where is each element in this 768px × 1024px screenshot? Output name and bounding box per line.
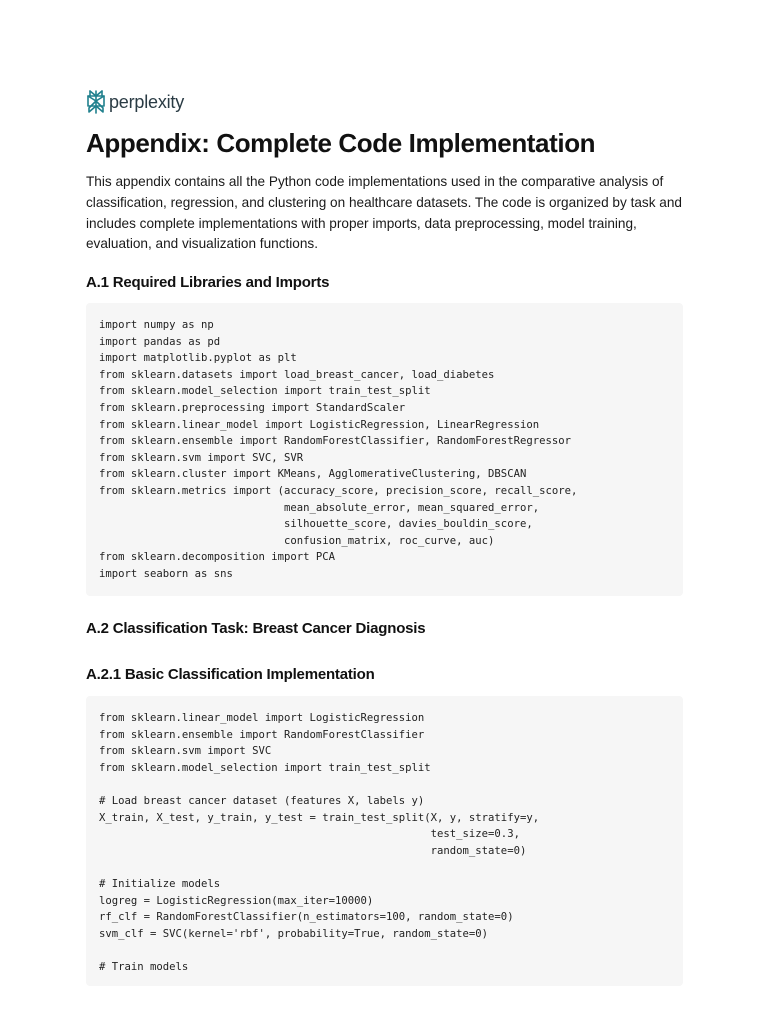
section-heading-a2: A.2 Classification Task: Breast Cancer Diagnosis xyxy=(86,620,426,637)
code-line: from sklearn.linear_model import LogisticRegression xyxy=(99,712,425,724)
code-line: import seaborn as sns xyxy=(99,567,233,580)
code-block-classification[interactable] xyxy=(86,696,683,986)
code-line xyxy=(99,776,670,793)
code-line xyxy=(99,942,670,959)
code-line: from sklearn.ensemble import RandomForestClassifier xyxy=(99,728,425,741)
code-line xyxy=(99,859,670,876)
brand-logo[interactable] xyxy=(86,90,184,114)
section-heading-a1: A.1 Required Libraries and Imports xyxy=(86,274,330,291)
code-line: from sklearn.svm import SVC, SVR xyxy=(99,451,304,464)
code-line: from sklearn.metrics import (accuracy_score, precision_score, recall_score, xyxy=(99,484,578,497)
intro-paragraph: This appendix contains all the Python code implementations used in the comparative analysis of classification, regression, and clustering on healthcare datasets. The code is organized by task and includes complete implementations with proper imports, data preprocessing, model training, evaluation, and visualization functions. xyxy=(86,174,682,252)
code-line: from sklearn.model_selection import train_test_split xyxy=(99,761,431,774)
code-line: silhouette_score, davies_bouldin_score, xyxy=(99,518,533,531)
code-line: import pandas as pd xyxy=(99,335,221,348)
code-line: from sklearn.decomposition import PCA xyxy=(99,551,335,564)
code-line: # Load breast cancer dataset (features X, labels y) xyxy=(99,794,425,807)
code-line: # Initialize models xyxy=(99,877,221,890)
code-line: rf_clf = RandomForestClassifier(n_estimators=100, random_state=0) xyxy=(99,911,514,924)
code-line: # Train models xyxy=(99,960,189,973)
code-line: from sklearn.datasets import load_breast_cancer, load_diabetes xyxy=(99,368,495,381)
brand-name: perplexity xyxy=(109,91,185,112)
code-line: from sklearn.svm import SVC xyxy=(99,745,272,758)
code-line: test_size=0.3, xyxy=(99,828,520,841)
code-line: confusion_matrix, roc_curve, auc) xyxy=(99,534,495,547)
code-block-imports[interactable] xyxy=(86,303,683,596)
code-line: mean_absolute_error, mean_squared_error, xyxy=(99,501,540,514)
code-line: from sklearn.preprocessing import StandardScaler xyxy=(99,401,406,414)
code-line: logreg = LogisticRegression(max_iter=10000) xyxy=(99,894,374,907)
perplexity-logo-icon xyxy=(86,90,106,114)
code-line: import numpy as np xyxy=(99,319,214,331)
code-line: import matplotlib.pyplot as plt xyxy=(99,352,297,365)
code-line: svm_clf = SVC(kernel='rbf', probability=True, random_state=0) xyxy=(99,927,489,940)
code-line: from sklearn.ensemble import RandomForestClassifier, RandomForestRegressor xyxy=(99,435,571,448)
code-line: from sklearn.model_selection import train_test_split xyxy=(99,385,431,398)
code-line: from sklearn.cluster import KMeans, AgglomerativeClustering, DBSCAN xyxy=(99,468,527,481)
code-line: from sklearn.linear_model import LogisticRegression, LinearRegression xyxy=(99,418,540,431)
section-heading-a21: A.2.1 Basic Classification Implementation xyxy=(86,666,375,683)
page-title: Appendix: Complete Code Implementation xyxy=(86,128,596,158)
code-line: X_train, X_test, y_train, y_test = train_test_split(X, y, stratify=y, xyxy=(99,811,540,824)
code-line: random_state=0) xyxy=(99,844,527,857)
